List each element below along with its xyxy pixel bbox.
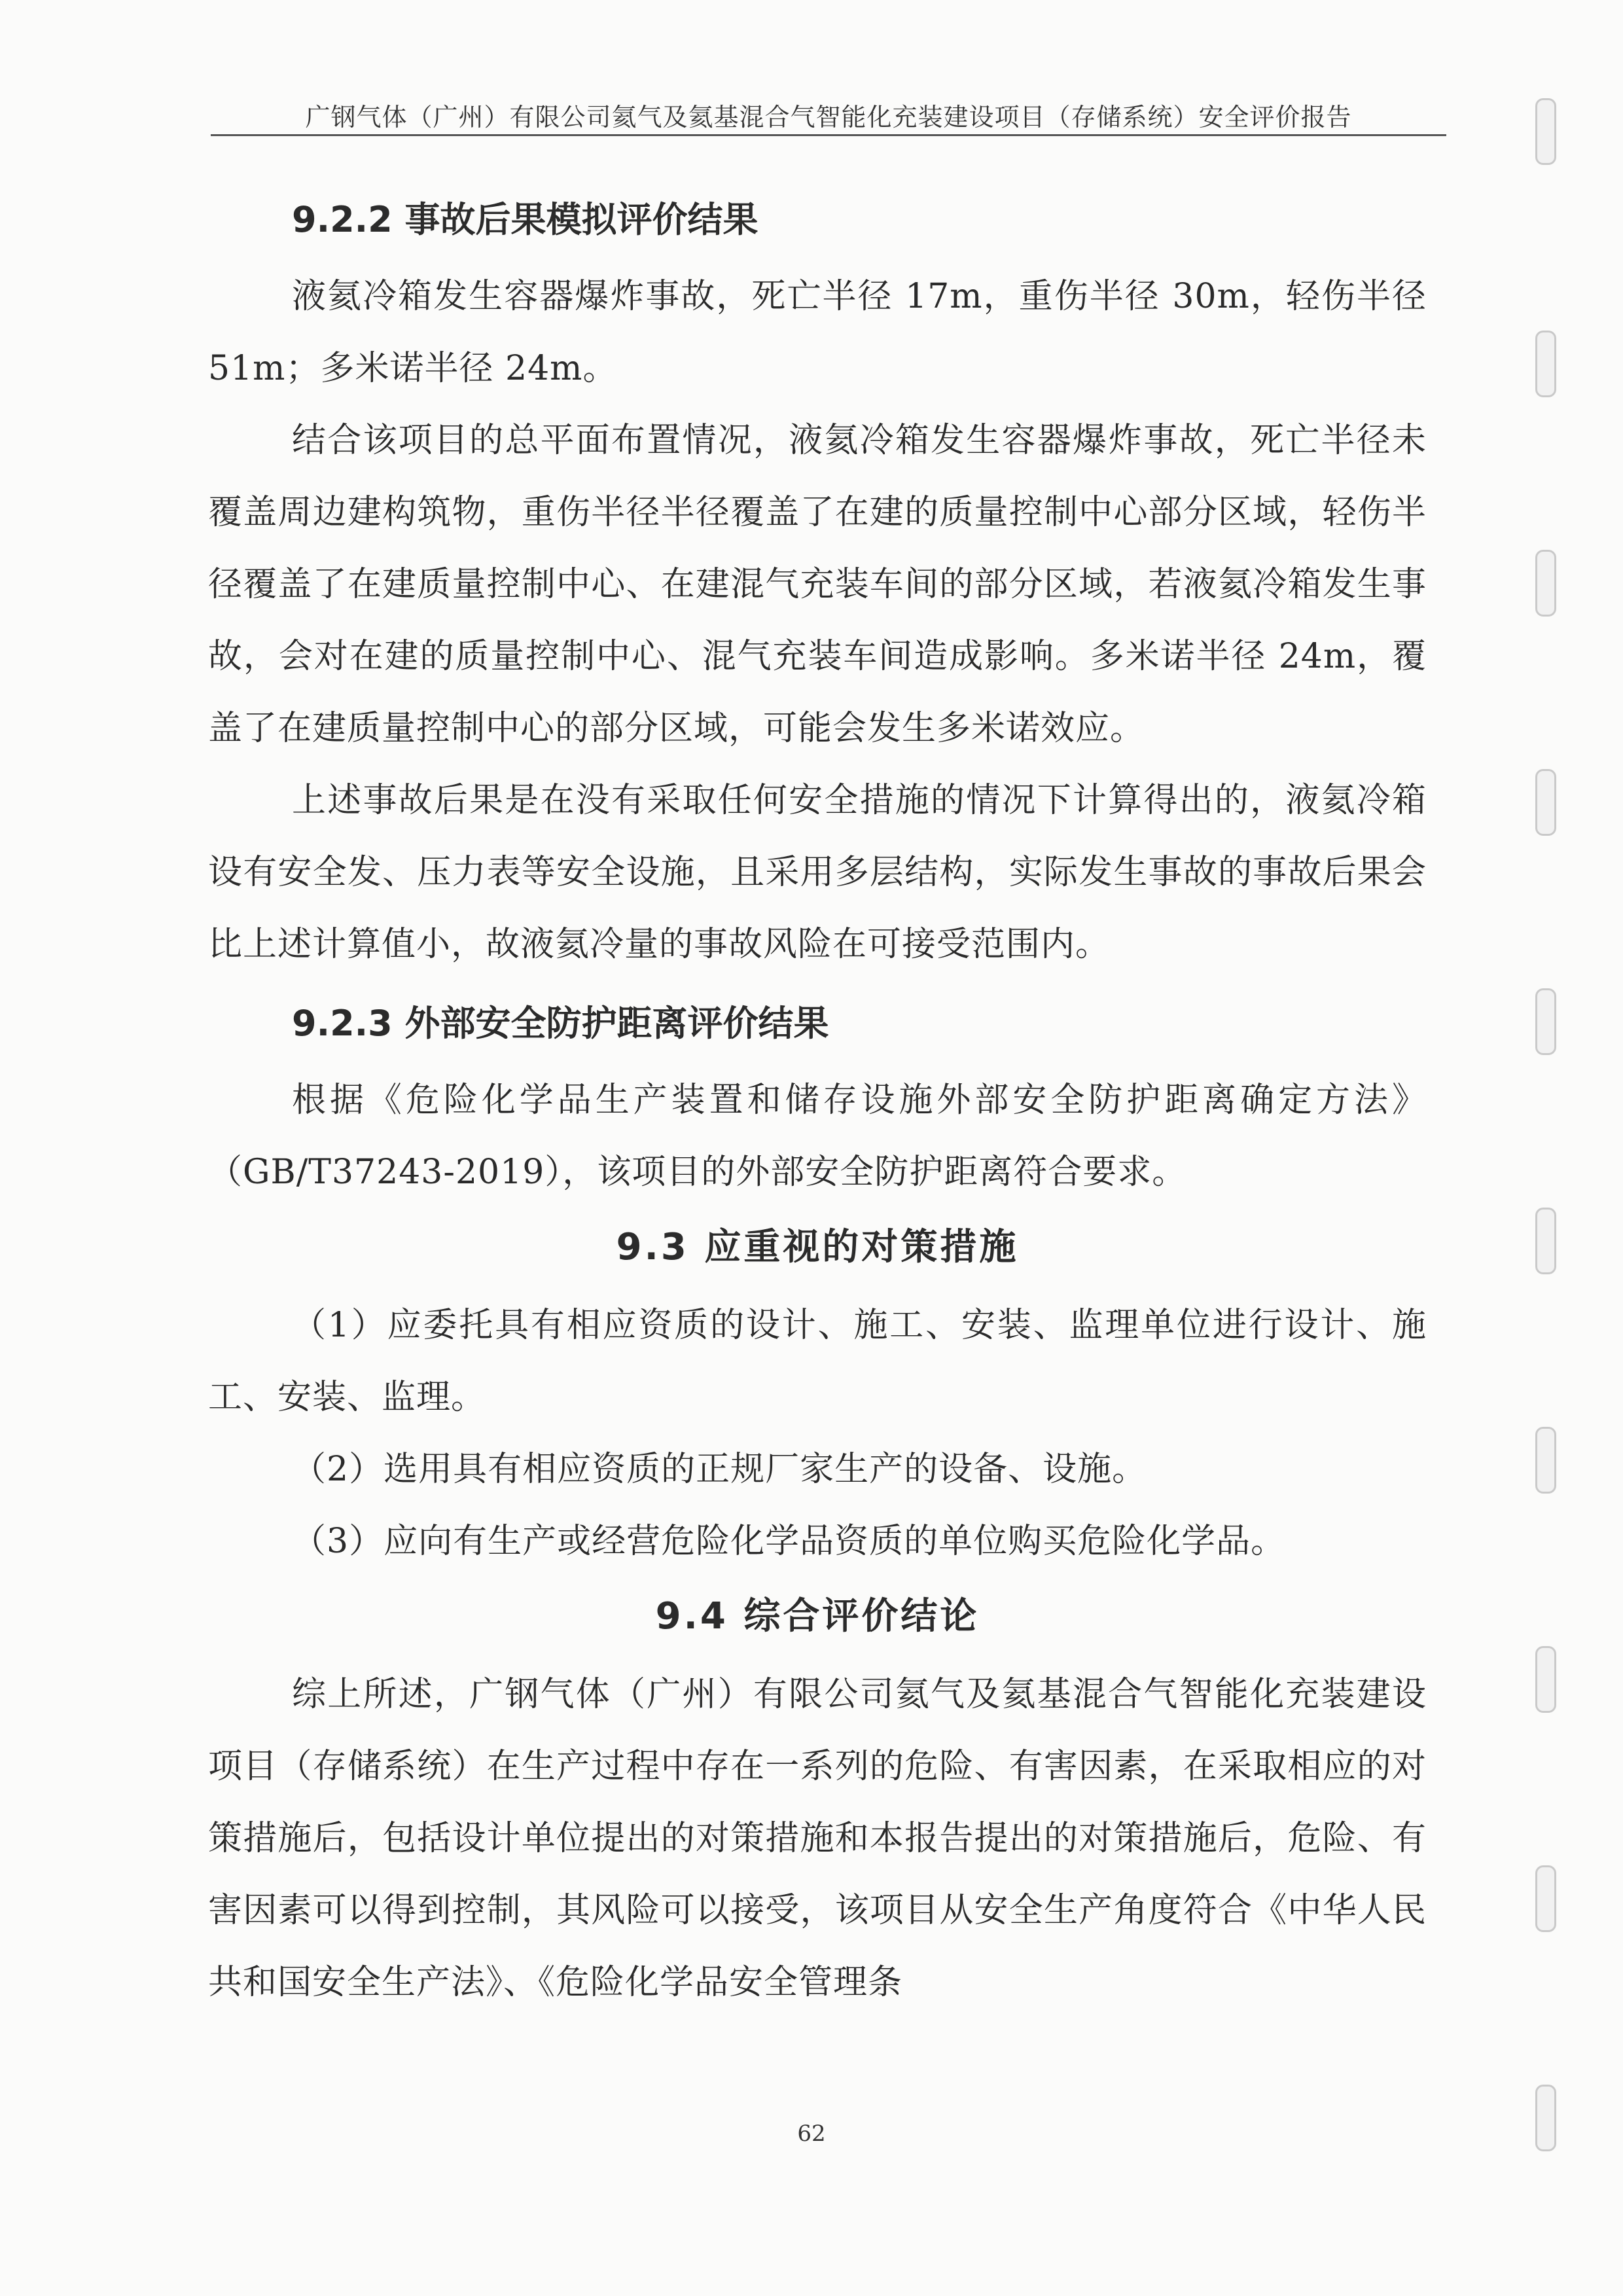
binding-hole [1535,1208,1556,1274]
subsection-heading-9-2-3: 9.2.3 外部安全防护距离评价结果 [292,1003,829,1044]
paragraph: 上述事故后果是在没有采取任何安全措施的情况下计算得出的，液氦冷箱设有安全发、压力表等安全设施，且采用多层结构，实际发生事故的事故后果会比上述计算值小，故液氦冷量的事故风险在可接受范围内。 [208,781,1427,964]
paragraph: 综上所述，广钢气体（广州）有限公司氦气及氦基混合气智能化充装建设项目（存储系统）在生产过程中存在一系列的危险、有害因素，在采取相应的对策措施后，包括设计单位提出的对策措施和本报告提出的对策措施后，危险、有害因素可以得到控制，其风险可以接受，该项目从安全生产角度符合《中华人民共和国安全生产法》、《危险化学品安全管理条 [208,1675,1427,2002]
list-item: （1）应委托具有相应资质的设计、施工、安装、监理单位进行设计、施工、安装、监理。 [208,1306,1427,1417]
subsection-heading-9-2-2: 9.2.2 事故后果模拟评价结果 [292,199,758,240]
binding-hole [1535,1646,1556,1713]
binding-hole [1535,1427,1556,1494]
binding-hole [1535,331,1556,397]
binding-hole [1535,769,1556,836]
paragraph: 根据《危险化学品生产装置和储存设施外部安全防护距离确定方法》（GB/T37243-2019），该项目的外部安全防护距离符合要求。 [208,1081,1427,1192]
page-body [208,177,1427,2018]
paragraph: 结合该项目的总平面布置情况，液氦冷箱发生容器爆炸事故，死亡半径未覆盖周边建构筑物，重伤半径半径覆盖了在建的质量控制中心部分区域，轻伤半径覆盖了在建质量控制中心、在建混气充装车间的部分区域，若液氦冷箱发生事故，会对在建的质量控制中心、混气充装车间造成影响。多米诺半径 24m，覆盖了在建质量控制中心的部分区域，可能会发生多米诺效应。 [208,421,1427,748]
page-header: 广钢气体（广州）有限公司氦气及氦基混合气智能化充装建设项目（存储系统）安全评价报告 [305,103,1352,132]
binding-hole [1535,98,1556,165]
list-item: （2）选用具有相应资质的正规厂家生产的设备、设施。 [292,1450,1147,1489]
header-rule [211,134,1446,136]
binding-hole [1535,1865,1556,1932]
binding-hole [1535,550,1556,617]
binding-hole [1535,2085,1556,2151]
section-heading-9-3: 9.3 应重视的对策措施 [616,1226,1019,1268]
paragraph: 液氦冷箱发生容器爆炸事故，死亡半径 17m，重伤半径 30m，轻伤半径51m；多米诺半径 24m。 [208,277,1427,388]
binding-hole [1535,988,1556,1055]
list-item: （3）应向有生产或经营危险化学品资质的单位购买危险化学品。 [292,1522,1286,1561]
section-heading-9-4: 9.4 综合评价结论 [655,1595,980,1638]
page-number: 62 [797,2121,826,2147]
